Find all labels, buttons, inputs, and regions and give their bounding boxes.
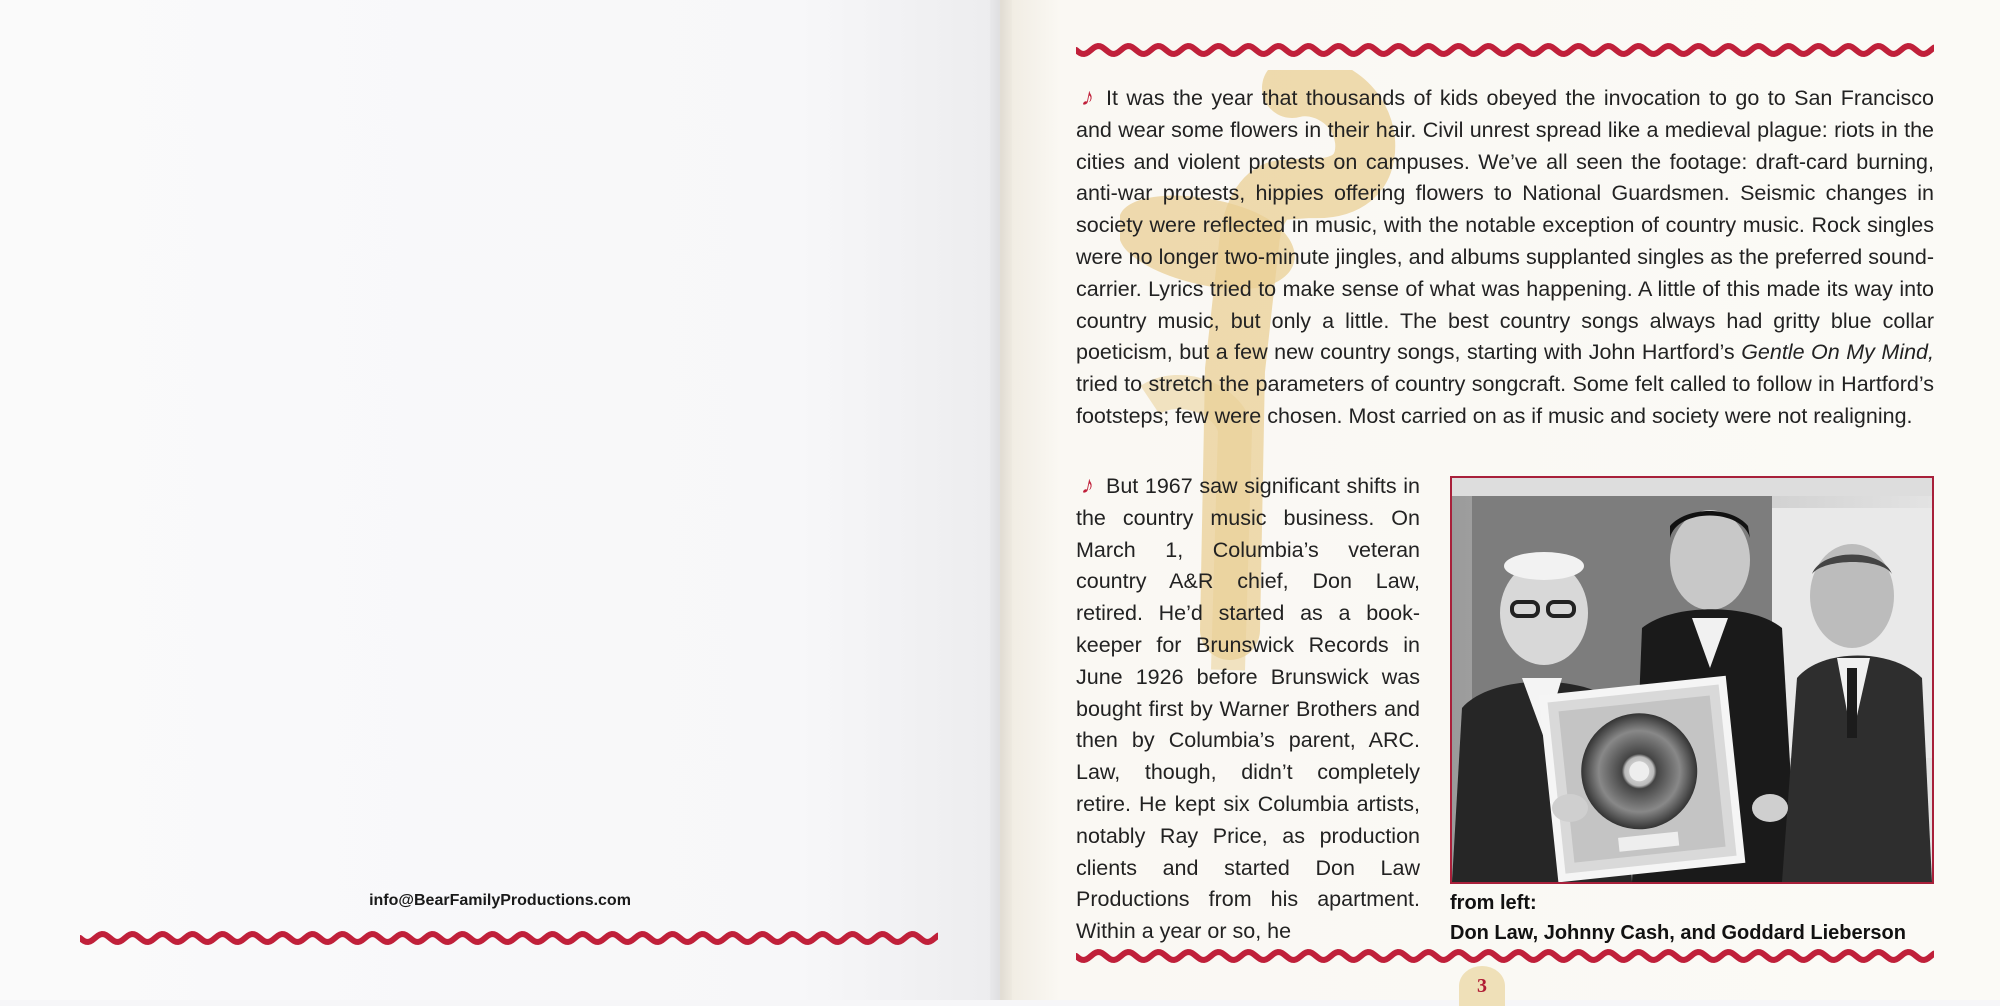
paragraph-1-text-a: It was the year that thousands of kids obeyed the invocation to go to San Francisco and wear some flowers in their hair. Civil unrest spread like a medieval plague: riots in the cities and violent protests on campuses. We’ve all seen the footage: draft-card burning, anti-war protests, hippies offering flowers to National Guardsmen. Seismic changes in society were reflected in music, with the notable exception of country music. Rock singles were no longer two-minute jingles, and albums supplanted singles as the preferred sound-carrier. Lyrics tried to make sense of what was happening. A little of this made its way into country music, but only a little. The best country songs always had gritty blue collar poeticism, but a few new country songs, starting with John Hartford’s [1076, 86, 1934, 365]
music-note-bullet-icon: ♪ [1079, 472, 1097, 499]
photo-caption [1450, 888, 1934, 948]
song-title-italic: Gentle On My Mind, [1741, 340, 1934, 365]
contact-email: info@BearFamilyProductions.com [369, 892, 631, 909]
paragraph-2-text: But 1967 saw significant shifts in the country music business. On March 1, Columbia’s veteran country A&R chief, Don Law, retired. He’d started as a book-keeper for Brunswick Records in June 1926 before Brunswick was bought first by Warner Brothers and then by Columbia’s parent, ARC. Law, though, didn’t completely retire. He kept six Columbia artists, notably Ray Price, as production clients and started Don Law Productions from his apartment. Within a year or so, he [1076, 474, 1420, 944]
top-wave-border [1076, 40, 1934, 60]
body-paragraph-1 [1076, 82, 1934, 433]
page-number: 3 [1459, 966, 1505, 1006]
photo-gold-record [1450, 476, 1934, 884]
paragraph-1-text-b: tried to stretch the parameters of country songcraft. Some felt called to follow in Hartford’s footsteps; few were chosen. Most carried on as if music and society were not realigning. [1076, 372, 1934, 428]
photo-illustration [1452, 478, 1932, 882]
caption-lead: from left: [1450, 892, 1537, 914]
bottom-wave-border-left [80, 928, 938, 948]
page-gutter [990, 0, 1012, 1000]
bottom-wave-border-right [1076, 946, 1934, 966]
body-paragraph-2 [1076, 470, 1420, 948]
music-note-bullet-icon: ♪ [1079, 84, 1097, 111]
caption-names: Don Law, Johnny Cash, and Goddard Lieberson [1450, 922, 1906, 944]
left-page [0, 0, 1000, 1000]
